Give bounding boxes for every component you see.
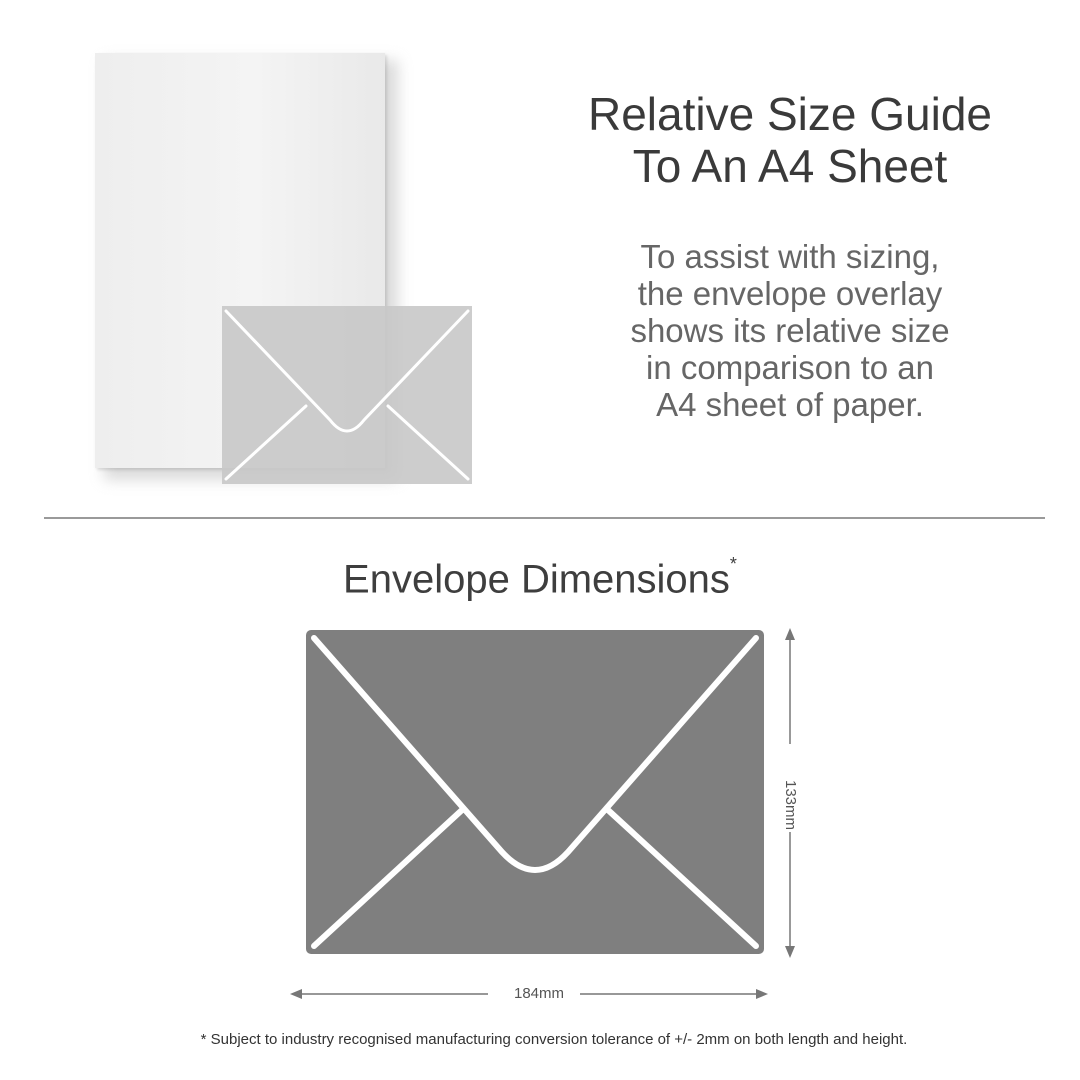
page-title: Relative Size Guide To An A4 Sheet xyxy=(588,88,992,192)
envelope-diagram-icon xyxy=(306,630,764,954)
sizing-description: To assist with sizing, the envelope overlay shows its relative size in comparison to an A4 sheet of paper. xyxy=(630,238,950,423)
dimensions-title-text: Envelope Dimensions xyxy=(343,557,730,602)
tolerance-footnote: * Subject to industry recognised manufacturing conversion tolerance of +/- 2mm on both length and height. xyxy=(200,1031,908,1048)
dimensions-title xyxy=(0,544,1080,607)
envelope-overlay-icon xyxy=(222,306,472,484)
height-dimension-label: 133mm xyxy=(782,779,799,831)
width-dimension-label: 184mm xyxy=(499,984,579,1004)
section-divider xyxy=(44,517,1045,519)
dimensions-asterisk: * xyxy=(729,554,737,574)
